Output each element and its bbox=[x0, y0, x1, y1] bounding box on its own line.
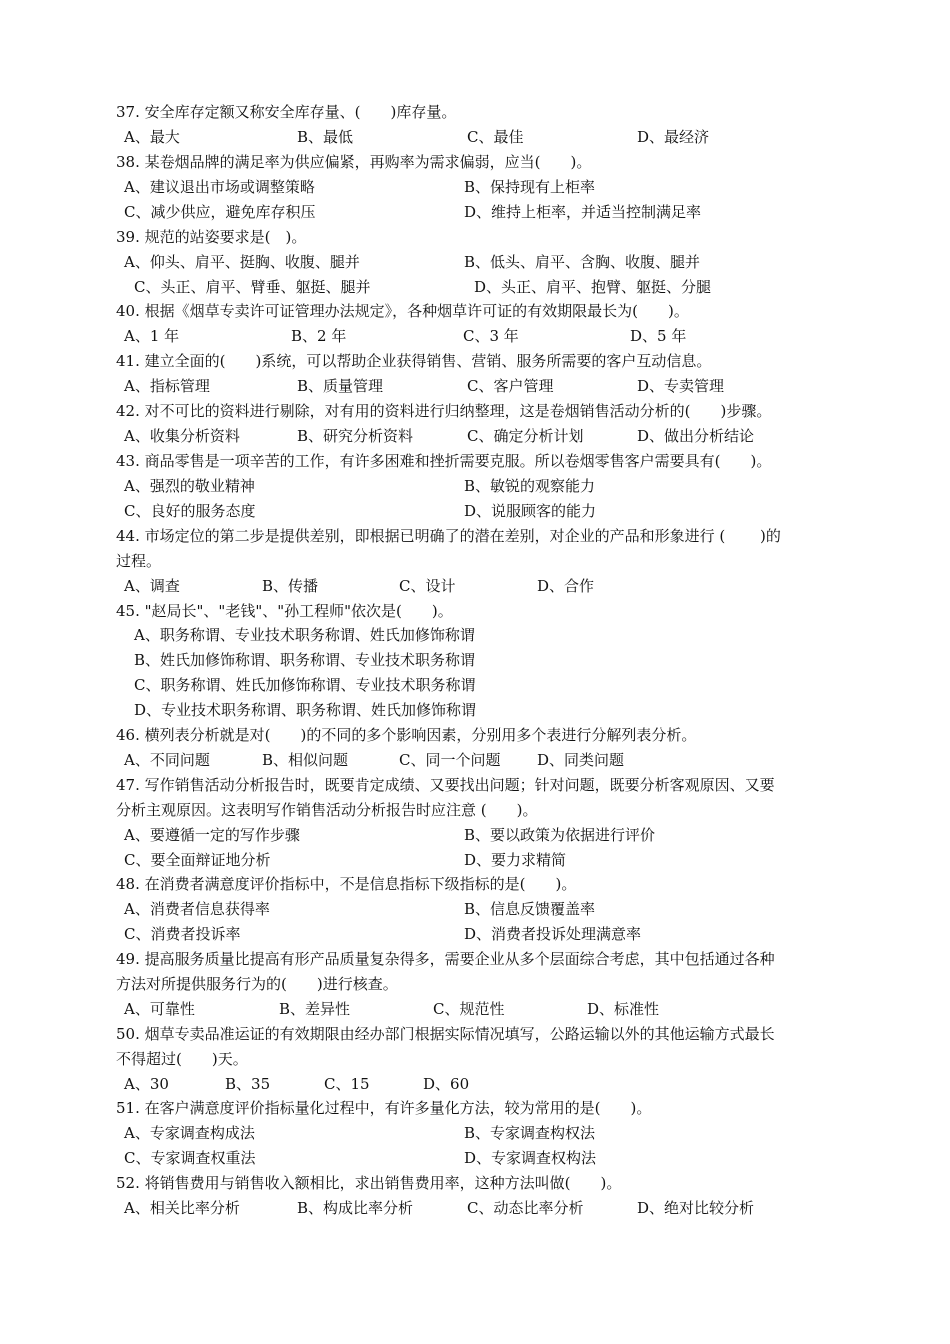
question-stem-continued: 过程。 bbox=[116, 552, 162, 570]
question-stem: 38. 某卷烟品牌的满足率为供应偏紧，再购率为需求偏弱，应当( )。 bbox=[116, 153, 592, 171]
option-c: C、职务称谓、姓氏加修饰称谓、专业技术职务称谓 bbox=[134, 676, 476, 694]
option-b: B、专家调查构权法 bbox=[464, 1124, 596, 1142]
question-stem: 45. "赵局长"、"老钱"、"孙工程师"依次是( )。 bbox=[116, 602, 453, 620]
option-c: C、客户管理 bbox=[467, 377, 554, 395]
option-a: A、30 bbox=[124, 1075, 169, 1093]
option-b: B、最低 bbox=[297, 128, 354, 146]
option-d: D、头正、肩平、抱臂、躯挺、分腿 bbox=[474, 278, 712, 296]
option-b: B、低头、肩平、含胸、收腹、腿并 bbox=[464, 253, 701, 271]
option-d: D、要力求精简 bbox=[464, 851, 567, 869]
option-c: C、规范性 bbox=[433, 1000, 505, 1018]
option-b: B、相似问题 bbox=[262, 751, 349, 769]
option-b: B、保持现有上柜率 bbox=[464, 178, 596, 196]
question-stem: 39. 规范的站姿要求是( )。 bbox=[116, 228, 307, 246]
option-b: B、35 bbox=[225, 1075, 271, 1093]
question-stem-continued: 分析主观原因。这表明写作销售活动分析报告时应注意 ( )。 bbox=[116, 801, 538, 819]
option-c: C、消费者投诉率 bbox=[124, 925, 241, 943]
question-stem: 49. 提高服务质量比提高有形产品质量复杂得多，需要企业从多个层面综合考虑，其中包括通过各种 bbox=[116, 950, 775, 968]
option-d: D、消费者投诉处理满意率 bbox=[464, 925, 642, 943]
question-stem: 41. 建立全面的( )系统，可以帮助企业获得销售、营销、服务所需要的客户互动信息。 bbox=[116, 352, 712, 370]
question-stem: 42. 对不可比的资料进行剔除，对有用的资料进行归纳整理，这是卷烟销售活动分析的( )步骤。 bbox=[116, 402, 772, 420]
option-d: D、专卖管理 bbox=[637, 377, 725, 395]
option-b: B、差异性 bbox=[279, 1000, 351, 1018]
option-a: A、相关比率分析 bbox=[124, 1199, 240, 1217]
option-b: B、构成比率分析 bbox=[297, 1199, 414, 1217]
option-a: A、消费者信息获得率 bbox=[124, 900, 270, 918]
option-d: D、合作 bbox=[537, 577, 595, 595]
question-stem: 46. 横列表分析就是对( )的不同的多个影响因素，分别用多个表进行分解列表分析。 bbox=[116, 726, 697, 744]
option-b: B、研究分析资料 bbox=[297, 427, 414, 445]
option-a: A、建议退出市场或调整策略 bbox=[124, 178, 315, 196]
question-stem: 43. 商品零售是一项辛苦的工作，有许多困难和挫折需要克服。所以卷烟零售客户需要具有( )。 bbox=[116, 452, 772, 470]
option-a: A、收集分析资料 bbox=[124, 427, 240, 445]
option-a: A、仰头、肩平、挺胸、收腹、腿并 bbox=[124, 253, 360, 271]
option-c: C、头正、肩平、臂垂、躯挺、腿并 bbox=[134, 278, 371, 296]
option-c: C、专家调查权重法 bbox=[124, 1149, 256, 1167]
option-d: D、说服顾客的能力 bbox=[464, 502, 597, 520]
option-a: A、最大 bbox=[124, 128, 180, 146]
option-a: A、不同问题 bbox=[124, 751, 210, 769]
option-c: C、减少供应，避免库存积压 bbox=[124, 203, 316, 221]
option-c: C、设计 bbox=[399, 577, 456, 595]
option-b: B、质量管理 bbox=[297, 377, 384, 395]
option-b: B、要以政策为依据进行评价 bbox=[464, 826, 656, 844]
option-c: C、同一个问题 bbox=[399, 751, 501, 769]
question-stem-continued: 方法对所提供服务行为的( )进行核查。 bbox=[116, 975, 398, 993]
option-b: B、信息反馈覆盖率 bbox=[464, 900, 596, 918]
option-d: D、最经济 bbox=[637, 128, 710, 146]
option-b: B、传播 bbox=[262, 577, 319, 595]
option-d: D、绝对比较分析 bbox=[637, 1199, 755, 1217]
question-stem: 52. 将销售费用与销售收入额相比，求出销售费用率，这种方法叫做( )。 bbox=[116, 1174, 622, 1192]
option-c: C、要全面辩证地分析 bbox=[124, 851, 271, 869]
option-a: A、调查 bbox=[124, 577, 180, 595]
option-a: A、要遵循一定的写作步骤 bbox=[124, 826, 300, 844]
option-a: A、1 年 bbox=[124, 327, 180, 345]
option-d: D、专家调查权构法 bbox=[464, 1149, 597, 1167]
question-stem: 50. 烟草专卖品准运证的有效期限由经办部门根据实际情况填写，公路运输以外的其他运输方式最长 bbox=[116, 1025, 775, 1043]
option-b: B、姓氏加修饰称谓、职务称谓、专业技术职务称谓 bbox=[134, 651, 476, 669]
option-a: A、强烈的敬业精神 bbox=[124, 477, 255, 495]
option-d: D、60 bbox=[423, 1075, 470, 1093]
question-stem: 47. 写作销售活动分析报告时，既要肯定成绩、又要找出问题；针对问题，既要分析客观原因、又要 bbox=[116, 776, 775, 794]
option-c: C、动态比率分析 bbox=[467, 1199, 584, 1217]
question-stem: 51. 在客户满意度评价指标量化过程中，有许多量化方法，较为常用的是( )。 bbox=[116, 1099, 652, 1117]
option-a: A、专家调查构成法 bbox=[124, 1124, 255, 1142]
option-d: D、同类问题 bbox=[537, 751, 625, 769]
question-stem: 40. 根据《烟草专卖许可证管理办法规定》，各种烟草许可证的有效期限最长为( )。 bbox=[116, 302, 689, 320]
option-a: A、指标管理 bbox=[124, 377, 210, 395]
question-stem: 44. 市场定位的第二步是提供差别，即根据已明确了的潜在差别，对企业的产品和形象进行 ( )的 bbox=[116, 527, 781, 545]
question-stem: 37. 安全库存定额又称安全库存量、( )库存量。 bbox=[116, 103, 457, 121]
option-c: C、确定分析计划 bbox=[467, 427, 584, 445]
option-c: C、良好的服务态度 bbox=[124, 502, 256, 520]
option-a: A、职务称谓、专业技术职务称谓、姓氏加修饰称谓 bbox=[134, 626, 475, 644]
question-stem: 48. 在消费者满意度评价指标中，不是信息指标下级指标的是( )。 bbox=[116, 875, 577, 893]
option-c: C、15 bbox=[324, 1075, 370, 1093]
option-b: B、敏锐的观察能力 bbox=[464, 477, 596, 495]
option-d: D、做出分析结论 bbox=[637, 427, 755, 445]
option-d: D、维持上柜率，并适当控制满足率 bbox=[464, 203, 702, 221]
option-d: D、5 年 bbox=[630, 327, 687, 345]
option-c: C、最佳 bbox=[467, 128, 524, 146]
option-a: A、可靠性 bbox=[124, 1000, 195, 1018]
option-d: D、标准性 bbox=[587, 1000, 660, 1018]
question-stem-continued: 不得超过( )天。 bbox=[116, 1050, 248, 1068]
option-c: C、3 年 bbox=[463, 327, 519, 345]
option-b: B、2 年 bbox=[291, 327, 347, 345]
option-d: D、专业技术职务称谓、职务称谓、姓氏加修饰称谓 bbox=[134, 701, 477, 719]
